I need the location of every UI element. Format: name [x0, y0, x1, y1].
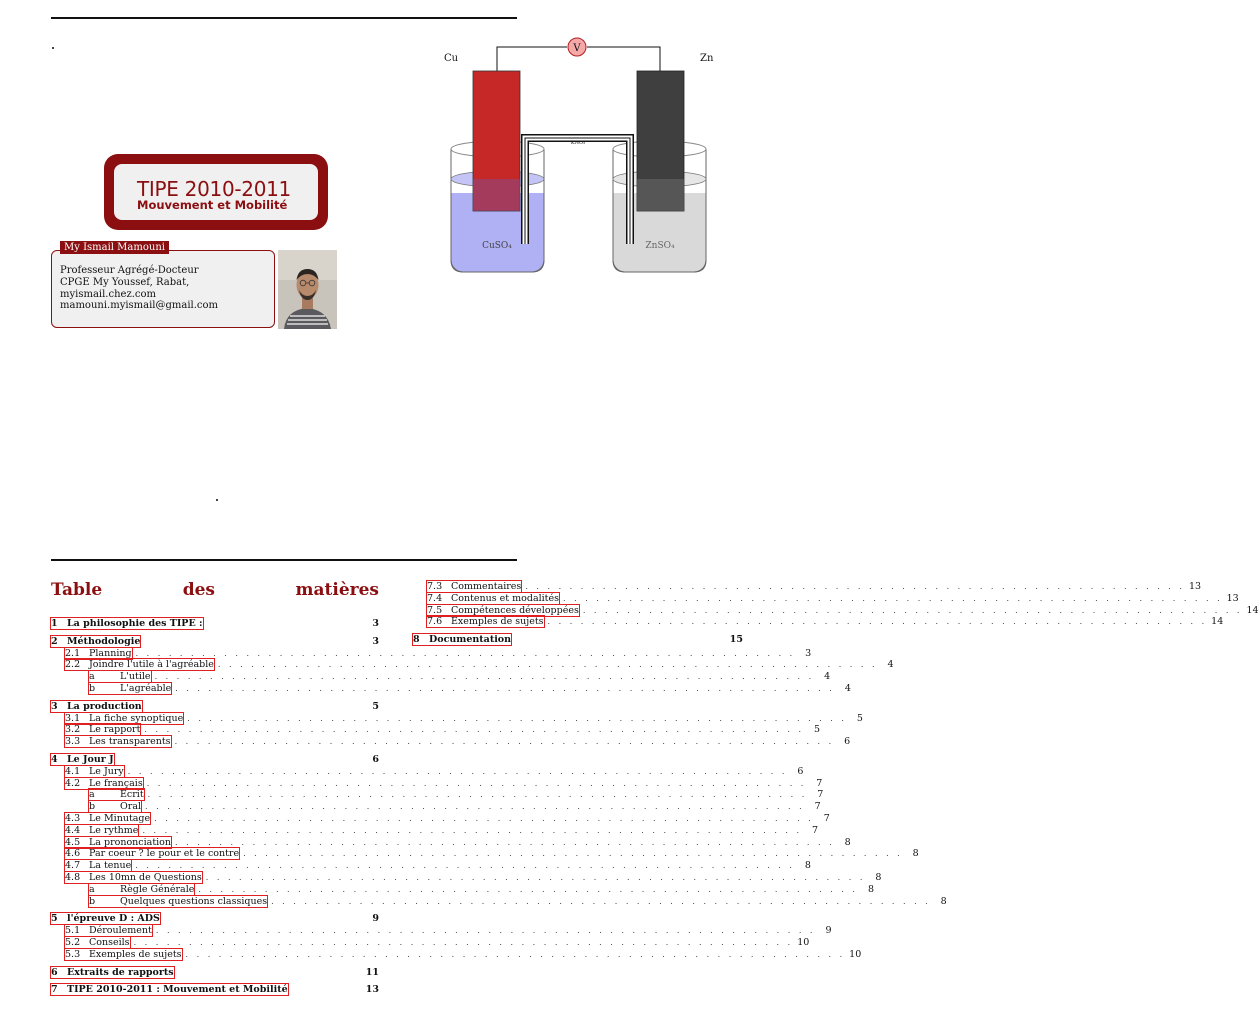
- toc-entry[interactable]: [427, 604, 1259, 617]
- toc-label: Les 10mn de Questions: [89, 872, 202, 883]
- toc-label: Le français: [89, 777, 143, 789]
- top-rule: [51, 17, 517, 19]
- toc-label: Extraits de rapports: [67, 966, 174, 978]
- toc-label: Exemples de sujets: [89, 948, 182, 960]
- toc-link[interactable]: [65, 659, 214, 670]
- toc-number: 5.3: [65, 948, 81, 960]
- toc-page-number: 10: [797, 937, 810, 948]
- toc-page-number: 4: [824, 671, 831, 683]
- toc-page-number: 14: [1211, 616, 1224, 628]
- left-solution-label: CuSO₄: [482, 241, 512, 251]
- toc-link[interactable]: [65, 766, 124, 777]
- marker-dot: [52, 47, 54, 49]
- toc-page-number: 5: [372, 700, 379, 712]
- toc-link[interactable]: [65, 825, 138, 836]
- toc-leader: . . . . . . . . . . . . . . . . . . . . . . . . . . . . . . . . . . . . . . . . . . . . . . . . . . . . . . . . . . . .: [563, 593, 1223, 603]
- toc-label: Planning: [89, 647, 132, 659]
- toc-link[interactable]: [89, 683, 171, 694]
- toc-number: 4.4: [65, 824, 81, 836]
- toc-label: Documentation: [429, 634, 512, 646]
- toc-link[interactable]: [65, 937, 130, 948]
- toc-link[interactable]: [51, 984, 288, 995]
- toc-entry[interactable]: [51, 701, 379, 713]
- toc-label: Les transparents: [89, 736, 171, 748]
- toc-label: La philosophie des TIPE :: [67, 618, 203, 629]
- toc-page-number: 3: [805, 647, 812, 659]
- author-line: CPGE My Youssef, Rabat,: [60, 276, 190, 288]
- toc-link[interactable]: [65, 813, 150, 824]
- toc-page-number: 13: [1226, 592, 1239, 604]
- toc-label: Oral: [120, 801, 142, 813]
- toc-number: 4.3: [65, 813, 81, 824]
- toc-page-number: 14: [1246, 604, 1259, 616]
- toc-label: Compétences développées: [451, 604, 579, 616]
- toc-page-number: 5: [813, 724, 821, 736]
- toc-number: 1: [51, 618, 58, 629]
- toc-entry[interactable]: [413, 634, 743, 646]
- right-solution-label: ZnSO₄: [645, 241, 675, 251]
- toc-number: 7.4: [427, 592, 443, 604]
- toc-entry[interactable]: [89, 801, 821, 813]
- author-photo: [278, 250, 337, 329]
- toc-number: 5.2: [65, 937, 81, 948]
- toc-entry[interactable]: [65, 712, 863, 725]
- toc-leader: . . . . . . . . . . . . . . . . . . . . . . . . . . . . . . . . . . . . . . . . . . . . . . . . . . . . . . . . . . . .: [135, 648, 796, 658]
- toc-link[interactable]: [65, 925, 152, 936]
- toc-page-number: 9: [825, 925, 832, 937]
- toc-leader: . . . . . . . . . . . . . . . . . . . . . . . . . . . . . . . . . . . . . . . . . . . . . . . . . . . . . . . . . . . .: [144, 725, 805, 735]
- toc-leader: . . . . . . . . . . . . . . . . . . . . . . . . . . . . . . . . . . . . . . . . . . . . . . . . . . . . . . . . . . . .: [154, 814, 814, 823]
- toc-number: 4.7: [65, 860, 81, 872]
- toc-top-rule: [51, 559, 517, 561]
- toc-entry[interactable]: [65, 948, 862, 961]
- toc-page-number: 8: [940, 895, 947, 907]
- toc-leader: . . . . . . . . . . . . . . . . . . . . . . . . . . . . . . . . . . . . . . . . . . . . . . . . . . . . . . . . . . . .: [525, 582, 1185, 591]
- toc-number: 7.5: [427, 604, 443, 616]
- toc-entry[interactable]: [65, 824, 819, 837]
- toc-page-number: 15: [729, 634, 743, 646]
- toc-link[interactable]: [65, 860, 131, 871]
- right-metal-label: Zn: [700, 53, 714, 64]
- toc-page-number: 8: [867, 883, 874, 895]
- toc-label: Exemples de sujets: [451, 616, 544, 628]
- toc-leader: . . . . . . . . . . . . . . . . . . . . . . . . . . . . . . . . . . . . . . . . . . . . . . . . . . . . . . . . . . . .: [154, 672, 815, 682]
- toc-page-number: 7: [817, 789, 824, 801]
- toc-leader: . . . . . . . . . . . . . . . . . . . . . . . . . . . . . . . . . . . . . . . . . . . . . . . . . . . . . . . . . . . .: [155, 926, 816, 936]
- toc-label: Quelques questions classiques: [120, 895, 268, 907]
- toc-number: b: [89, 683, 96, 694]
- toc-number: a: [89, 671, 95, 683]
- toc-label: La fiche synoptique: [89, 712, 184, 724]
- toc-label: Conseils: [89, 937, 130, 948]
- toc-title-word: Table: [51, 580, 103, 600]
- toc-entry[interactable]: [89, 789, 824, 801]
- toc-link[interactable]: [65, 724, 140, 735]
- toc-number: 7.3: [427, 581, 443, 592]
- toc-link[interactable]: [51, 754, 114, 765]
- toc-link[interactable]: [65, 648, 132, 659]
- toc-leader: . . . . . . . . . . . . . . . . . . . . . . . . . . . . . . . . . . . . . . . . . . . . . . . . . . . . . . . . . . . .: [146, 778, 807, 788]
- toc-title: [51, 580, 379, 600]
- toc-number: 2.1: [65, 647, 81, 659]
- electrochemical-cell-diagram: [440, 34, 720, 284]
- author-line[interactable]: myismail.chez.com: [60, 288, 156, 300]
- toc-leader: . . . . . . . . . . . . . . . . . . . . . . . . . . . . . . . . . . . . . . . . . . . . . . . . . . . . . . . . . . . .: [187, 713, 847, 723]
- title-block: [104, 154, 328, 230]
- toc-link[interactable]: [427, 593, 559, 604]
- toc-number: 2: [51, 635, 58, 647]
- toc-number: 4: [51, 754, 58, 765]
- toc-label: Joindre l'utile à l'agréable: [89, 659, 214, 671]
- toc-link[interactable]: [65, 848, 239, 859]
- toc-page-number: 6: [844, 736, 851, 748]
- toc-label: L'utile: [120, 671, 151, 683]
- toc-number: 2.2: [65, 659, 81, 671]
- toc-entry[interactable]: [427, 592, 1239, 605]
- toc-label: Déroulement: [89, 925, 152, 937]
- toc-entry[interactable]: [65, 647, 812, 660]
- toc-entry[interactable]: [65, 765, 804, 778]
- toc-leader: . . . . . . . . . . . . . . . . . . . . . . . . . . . . . . . . . . . . . . . . . . . . . . . . . . . . . . . . . . . .: [147, 790, 808, 800]
- toc-label: Le Jury: [89, 765, 124, 777]
- toc-link[interactable]: [65, 736, 171, 747]
- toc-number: b: [89, 801, 96, 813]
- toc-entry[interactable]: [51, 967, 379, 979]
- marker-dot: [216, 499, 218, 501]
- toc-entry[interactable]: [65, 813, 830, 825]
- toc-leader: . . . . . . . . . . . . . . . . . . . . . . . . . . . . . . . . . . . . . . . . . . . . . . . . . . . . . . . . . . . .: [175, 684, 835, 693]
- slide-subtitle: Mouvement et Mobilité: [137, 198, 288, 212]
- toc-link[interactable]: [89, 671, 151, 682]
- toc-leader: . . . . . . . . . . . . . . . . . . . . . . . . . . . . . . . . . . . . . . . . . . . . . . . . . . . . . . . . . . . .: [145, 802, 805, 812]
- toc-number: 6: [51, 966, 58, 978]
- author-line: Professeur Agrégé-Docteur: [60, 265, 199, 276]
- toc-entry[interactable]: [65, 736, 851, 748]
- toc-leader: . . . . . . . . . . . . . . . . . . . . . . . . . . . . . . . . . . . . . . . . . . . . . . . . . . . . . . . . . . . .: [175, 837, 835, 847]
- toc-entry[interactable]: [89, 683, 851, 695]
- toc-entry[interactable]: [51, 913, 379, 925]
- toc-number: a: [89, 883, 95, 895]
- toc-page-number: 4: [844, 683, 851, 694]
- toc-label: Le rapport: [89, 724, 141, 736]
- toc-leader: . . . . . . . . . . . . . . . . . . . . . . . . . . . . . . . . . . . . . . . . . . . . . . . . . . . . . . . . . . . .: [142, 825, 803, 835]
- toc-leader: . . . . . . . . . . . . . . . . . . . . . . . . . . . . . . . . . . . . . . . . . . . . . . . . . . . . . . . . . . . .: [547, 617, 1208, 627]
- toc-link[interactable]: [51, 636, 140, 647]
- toc-label: La tenue: [89, 860, 132, 872]
- toc-link[interactable]: [65, 778, 143, 789]
- toc-leader: . . . . . . . . . . . . . . . . . . . . . . . . . . . . . . . . . . . . . . . . . . . . . . . . . . . . . . . . . . . .: [133, 938, 794, 947]
- author-name: My Ismail Mamouni: [60, 241, 169, 254]
- toc-label: Le rythme: [89, 824, 139, 836]
- toc-entry[interactable]: [65, 872, 882, 884]
- toc-page-number: 7: [823, 813, 830, 824]
- toc-link[interactable]: [65, 713, 183, 724]
- toc-entry[interactable]: [51, 636, 379, 648]
- toc-page-number: 9: [372, 913, 379, 925]
- voltmeter-label: V: [573, 43, 581, 54]
- toc-number: a: [89, 789, 95, 801]
- toc-leader: . . . . . . . . . . . . . . . . . . . . . . . . . . . . . . . . . . . . . . . . . . . . . . . . . . . . . . . . . . . .: [205, 873, 866, 882]
- toc-title-word: matières: [295, 580, 379, 600]
- toc-link[interactable]: [51, 701, 142, 712]
- toc-number: 3: [51, 700, 58, 712]
- toc-entry[interactable]: [427, 581, 1202, 593]
- toc-leader: . . . . . . . . . . . . . . . . . . . . . . . . . . . . . . . . . . . . . . . . . . . . . . . . . . . . . . . . . . . .: [271, 896, 931, 906]
- toc-number: 3.1: [65, 712, 81, 724]
- toc-label: Le Jour J: [67, 754, 114, 765]
- toc-page-number: 7: [812, 824, 819, 836]
- toc-label: Méthodologie: [67, 635, 141, 647]
- toc-link[interactable]: [427, 616, 544, 627]
- toc-label: L'agréable: [120, 683, 172, 694]
- toc-page-number: 13: [365, 984, 379, 996]
- toc-link[interactable]: [89, 884, 194, 895]
- toc-link[interactable]: [427, 581, 521, 592]
- toc-page-number: 8: [804, 860, 811, 872]
- toc-page-number: 7: [816, 777, 823, 789]
- toc-page-number: 7: [814, 801, 821, 813]
- toc-page-number: 8: [912, 848, 919, 860]
- toc-label: TIPE 2010-2011 : Mouvement et Mobilité: [67, 984, 288, 996]
- toc-entry[interactable]: [65, 860, 811, 872]
- toc-leader: . . . . . . . . . . . . . . . . . . . . . . . . . . . . . . . . . . . . . . . . . . . . . . . . . . . . . . . . . . . .: [127, 766, 788, 776]
- toc-entry[interactable]: [65, 659, 894, 671]
- toc-label: Écrit: [120, 789, 144, 801]
- toc-link[interactable]: [89, 896, 267, 907]
- toc-label: Le Minutage: [89, 813, 151, 824]
- toc-number: 8: [413, 634, 420, 646]
- toc-page-number: 5: [856, 712, 863, 724]
- toc-number: b: [89, 895, 96, 907]
- toc-link[interactable]: [65, 949, 182, 960]
- toc-entry[interactable]: [51, 618, 379, 630]
- toc-label: La production: [67, 700, 142, 712]
- author-details: [60, 265, 218, 312]
- toc-entry[interactable]: [51, 754, 379, 766]
- toc-page-number: 11: [365, 966, 379, 978]
- toc-leader: . . . . . . . . . . . . . . . . . . . . . . . . . . . . . . . . . . . . . . . . . . . . . . . . . . . . . . . . . . . .: [582, 605, 1243, 615]
- toc-entry[interactable]: [65, 836, 851, 849]
- toc-label: l'épreuve D : ADS: [67, 913, 160, 925]
- toc-entry[interactable]: [65, 937, 810, 949]
- toc-entry[interactable]: [65, 724, 821, 736]
- toc-number: 4.2: [65, 777, 81, 789]
- toc-label: Règle Générale: [120, 883, 195, 895]
- toc-number: 5.1: [65, 925, 81, 937]
- toc-page-number: 3: [372, 618, 379, 629]
- salt-bridge-label: KNO₃: [570, 140, 586, 146]
- toc-leader: . . . . . . . . . . . . . . . . . . . . . . . . . . . . . . . . . . . . . . . . . . . . . . . . . . . . . . . . . . . .: [135, 861, 795, 871]
- toc-title-word: des: [182, 580, 215, 600]
- toc-link[interactable]: [427, 605, 579, 616]
- toc-entry[interactable]: [89, 671, 831, 683]
- toc-entry[interactable]: [427, 616, 1224, 628]
- toc-page-number: 3: [372, 635, 379, 647]
- left-metal-label: Cu: [444, 53, 459, 64]
- toc-number: 4.8: [65, 872, 81, 883]
- toc-page-number: 8: [875, 872, 882, 883]
- toc-link[interactable]: [65, 837, 171, 848]
- slide-title: TIPE 2010-2011: [137, 177, 291, 201]
- toc-entry[interactable]: [65, 848, 919, 860]
- author-line[interactable]: mamouni.myismail@gmail.com: [60, 300, 219, 312]
- toc-number: 5: [51, 913, 58, 925]
- toc-entry[interactable]: [51, 984, 379, 996]
- toc-page-number: 6: [372, 754, 379, 765]
- toc-label: Par coeur ? le pour et le contre: [89, 848, 240, 860]
- toc-entry[interactable]: [65, 777, 823, 790]
- toc-link[interactable]: [51, 913, 160, 924]
- toc-link[interactable]: [51, 967, 174, 978]
- toc-link[interactable]: [65, 872, 202, 883]
- toc-label: La prononciation: [89, 836, 172, 848]
- toc-page-number: 8: [844, 836, 851, 848]
- toc-label: Contenus et modalités: [451, 592, 560, 604]
- toc-page-number: 13: [1188, 581, 1202, 592]
- toc-link[interactable]: [89, 789, 144, 800]
- toc-leader: . . . . . . . . . . . . . . . . . . . . . . . . . . . . . . . . . . . . . . . . . . . . . . . . . . . . . . . . . . . .: [174, 737, 835, 747]
- toc-number: 4.5: [65, 836, 81, 848]
- toc-number: 4.1: [65, 765, 81, 777]
- toc-leader: . . . . . . . . . . . . . . . . . . . . . . . . . . . . . . . . . . . . . . . . . . . . . . . . . . . . . . . . . . . .: [217, 660, 878, 670]
- toc-number: 4.6: [65, 848, 81, 860]
- toc-link[interactable]: [89, 801, 141, 812]
- toc-leader: . . . . . . . . . . . . . . . . . . . . . . . . . . . . . . . . . . . . . . . . . . . . . . . . . . . . . . . . . . . .: [243, 849, 903, 859]
- toc-entry[interactable]: [89, 895, 947, 908]
- toc-page-number: 4: [887, 659, 894, 671]
- toc-page-number: 6: [797, 765, 804, 777]
- toc-label: Commentaires: [451, 581, 522, 592]
- toc-link[interactable]: [51, 618, 203, 629]
- toc-number: 7: [51, 984, 58, 996]
- toc-entry[interactable]: [65, 925, 832, 937]
- toc-link[interactable]: [413, 634, 511, 645]
- toc-entry[interactable]: [89, 883, 874, 896]
- toc-number: 3.3: [65, 736, 81, 748]
- toc-number: 3.2: [65, 724, 81, 736]
- toc-leader: . . . . . . . . . . . . . . . . . . . . . . . . . . . . . . . . . . . . . . . . . . . . . . . . . . . . . . . . . . . .: [198, 884, 858, 894]
- toc-leader: . . . . . . . . . . . . . . . . . . . . . . . . . . . . . . . . . . . . . . . . . . . . . . . . . . . . . . . . . . . .: [185, 949, 846, 959]
- toc-number: 7.6: [427, 616, 443, 628]
- toc-page-number: 10: [849, 948, 862, 960]
